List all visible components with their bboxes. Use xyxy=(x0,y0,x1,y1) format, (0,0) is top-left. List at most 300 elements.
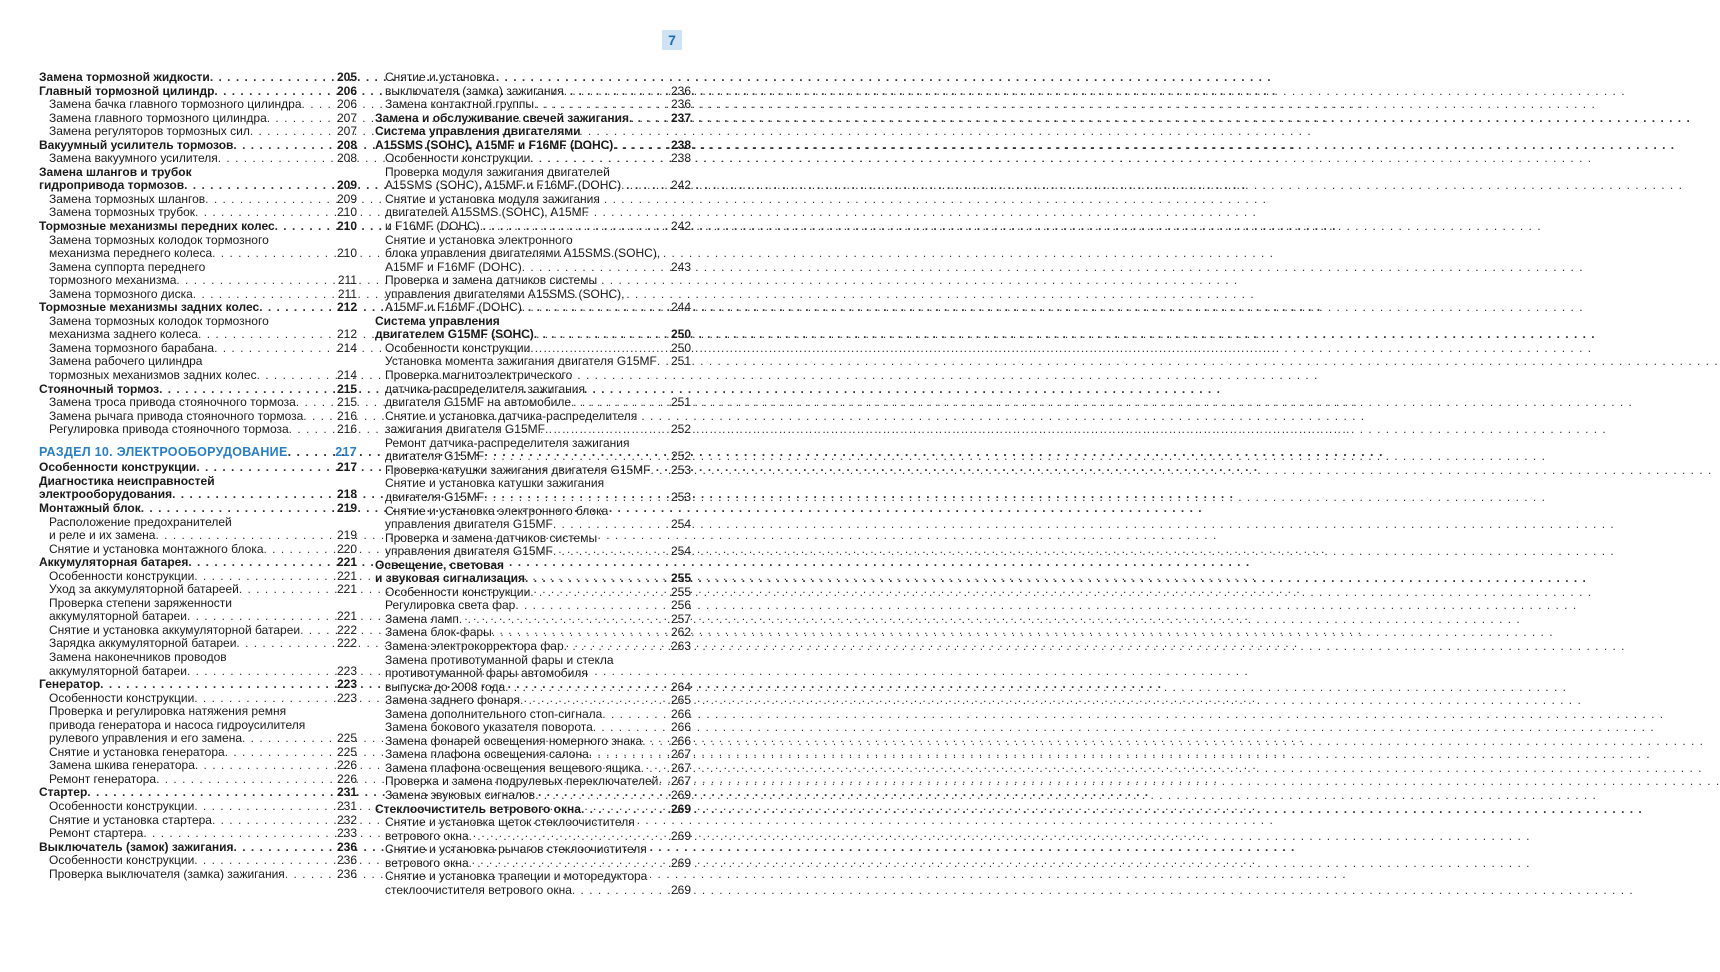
toc-entry-text: и звуковая сигнализация xyxy=(375,571,526,586)
toc-entry-text: A15MF и F16MF (DOHC) xyxy=(385,259,522,274)
toc-leader-dots xyxy=(194,854,336,868)
toc-page-number: 221 xyxy=(336,582,357,597)
toc-subentry xyxy=(39,355,357,382)
toc-page-number: 223 xyxy=(336,663,357,678)
toc-leader-dots xyxy=(530,152,670,166)
toc-entry-text: Замена электрокорректора фар xyxy=(385,638,564,653)
toc-page-number: 233 xyxy=(336,826,357,841)
toc-subentry xyxy=(39,868,357,882)
toc-chapter-entry xyxy=(39,383,357,397)
toc-entry-text: Проверка магнитоэлектрического xyxy=(385,368,573,383)
toc-page-number: 266 xyxy=(670,733,691,748)
toc-page-number: 208 xyxy=(336,137,357,152)
toc-leader-dots xyxy=(581,803,670,817)
toc-entry-text: Особенности конструкции xyxy=(49,798,195,813)
toc-entry-text: Замена блок-фары xyxy=(385,625,492,640)
toc-page-number: 238 xyxy=(670,137,691,152)
toc-entry-text: двигателей A15SMS (SOHC), A15MF xyxy=(385,205,589,220)
toc-page-number: 264 xyxy=(670,679,691,694)
toc-leader-dots xyxy=(553,545,670,559)
toc-subentry xyxy=(39,288,357,302)
toc-entry-text: Замена троса привода стояночного тормоза xyxy=(49,395,296,410)
toc-entry-text: Замена тормозных трубок xyxy=(49,205,196,220)
toc-leader-dots xyxy=(525,572,670,586)
toc-page-number: 210 xyxy=(336,205,357,220)
toc-page-number: 206 xyxy=(336,97,357,112)
toc-page-number: 250 xyxy=(670,327,691,342)
toc-page-number: 267 xyxy=(670,747,691,762)
toc-page-number: 262 xyxy=(670,625,691,640)
toc-subentry xyxy=(39,234,357,261)
toc-entry-text: Снятие и установка рычагов стеклоочистителя xyxy=(385,842,647,857)
toc-leader-dots xyxy=(100,678,336,692)
toc-leader-dots xyxy=(303,410,336,424)
toc-entry-text: Проверка степени заряженности xyxy=(49,595,232,610)
toc-entry-text: Проверка и замена датчиков системы xyxy=(385,530,598,545)
toc-leader-dots xyxy=(484,450,670,464)
toc-entry-text: ветрового окна xyxy=(385,855,469,870)
toc-leader-dots xyxy=(296,396,336,410)
toc-entry-text: Зарядка аккумуляторной батареи xyxy=(49,636,237,651)
toc-leader-dots xyxy=(572,884,670,898)
toc-entry-text: Снятие и установка аккумуляторной батареи xyxy=(49,622,301,637)
toc-entry-text: управления двигателя G15MF xyxy=(385,544,553,559)
toc-entry-text: Монтажный блок xyxy=(39,500,141,515)
toc-page-number: 269 xyxy=(670,855,691,870)
toc-entry-text: выпуска до 2008 года xyxy=(385,679,506,694)
toc-entry-text: Замена плафона освещения вещевого ящика xyxy=(385,760,641,775)
toc-entry-text: Замена бокового указателя поворота xyxy=(385,720,593,735)
toc-chapter-entry xyxy=(375,125,691,152)
toc-entry-text: Аккумуляторная батарея xyxy=(39,555,189,570)
toc-entry-text: Проверка и регулировка натяжения ремня xyxy=(49,704,287,719)
toc-leader-dots xyxy=(234,841,336,855)
toc-page-number: 255 xyxy=(670,584,691,599)
toc-entry-text: Стеклоочиститель ветрового окна xyxy=(375,801,581,816)
toc-subentry xyxy=(375,410,691,437)
toc-leader-dots xyxy=(155,529,335,543)
toc-page-number: 222 xyxy=(336,636,357,651)
toc-leader-dots xyxy=(188,556,336,570)
toc-entry-text: управления двигателями A15SMS (SOHC), xyxy=(385,286,625,301)
toc-chapter-entry xyxy=(39,461,357,475)
toc-leader-dots xyxy=(621,179,670,193)
toc-entry-text: управления двигателя G15MF xyxy=(385,517,553,532)
toc-leader-dots xyxy=(250,125,336,139)
toc-entry-text: зажигания двигателя G15MF xyxy=(385,422,545,437)
toc-entry-text: Замена шлангов и трубок xyxy=(39,164,192,179)
toc-leader-dots xyxy=(196,461,336,475)
toc-subentry xyxy=(39,125,357,139)
toc-chapter-entry xyxy=(39,220,357,234)
toc-entry-text: Освещение, световая xyxy=(375,557,505,572)
toc-entry-text: и F16MF (DOHC) xyxy=(385,219,480,234)
toc-subentry xyxy=(375,505,691,532)
toc-subentry xyxy=(39,152,357,166)
toc-page-number: 223 xyxy=(336,690,357,705)
toc-subentry xyxy=(39,206,357,220)
toc-chapter-entry xyxy=(39,841,357,855)
toc-subentry xyxy=(39,746,357,760)
toc-entry-text: Замена шкива генератора xyxy=(49,758,195,773)
toc-entry-text: Особенности конструкции xyxy=(49,568,195,583)
toc-entry-text: ветрового окна xyxy=(385,828,469,843)
toc-entry-text: Расположение предохранителей xyxy=(49,514,232,529)
toc-entry-text: тормозных механизмов задних колес xyxy=(49,368,257,383)
toc-leader-dots xyxy=(239,583,336,597)
toc-leader-dots xyxy=(505,681,670,695)
toc-subentry xyxy=(375,166,691,193)
toc-leader-dots xyxy=(195,759,336,773)
toc-page-number: 269 xyxy=(670,787,691,802)
toc-leader-dots xyxy=(530,586,670,600)
toc-entry-text: двигателем G15MF (SOHC) xyxy=(375,327,534,342)
toc-subentry xyxy=(39,98,357,112)
toc-page-number: 250 xyxy=(670,340,691,355)
toc-subentry xyxy=(375,694,691,708)
toc-subentry xyxy=(39,651,357,678)
toc-page-number: 253 xyxy=(670,462,691,477)
toc-entry-text: A15SMS (SOHC), A15MF и F16MF (DOHC) xyxy=(385,178,622,193)
toc-entry-text: Система управления xyxy=(375,313,500,328)
toc-entry-text: Снятие и установка монтажного блока xyxy=(49,541,264,556)
toc-chapter-entry xyxy=(375,112,691,126)
toc-entry-text: блока управления двигателями A15SMS (SOHC), xyxy=(385,246,661,261)
toc-entry-text: механизма переднего колеса xyxy=(49,246,213,261)
toc-page-number: 255 xyxy=(670,571,691,586)
toc-entry-text: Замена рабочего цилиндра xyxy=(49,354,203,369)
toc-page-number: 263 xyxy=(670,638,691,653)
toc-leader-dots xyxy=(300,624,336,638)
toc-entry-text: Замена тормозной жидкости xyxy=(39,70,210,84)
toc-subentry xyxy=(375,735,691,749)
toc-entry-text: привода генератора и насоса гидроусилителя xyxy=(49,717,306,732)
toc-page-number: 205 xyxy=(336,70,357,84)
toc-entry-text: Замена главного тормозного цилиндра xyxy=(49,110,267,125)
toc-leader-dots xyxy=(187,665,336,679)
toc-entry-text: Стояночный тормоз xyxy=(39,381,160,396)
toc-entry-text: Снятие и установка xyxy=(385,70,495,84)
toc-page-number: 257 xyxy=(670,611,691,626)
toc-subentry xyxy=(39,692,357,706)
toc-chapter-entry xyxy=(39,139,357,153)
toc-entry-text: Особенности конструкции xyxy=(385,340,531,355)
toc-page-number: 243 xyxy=(670,259,691,274)
toc-leader-dots xyxy=(195,206,336,220)
toc-leader-dots xyxy=(484,491,670,505)
page-number: 7 xyxy=(662,30,682,50)
toc-right-column xyxy=(375,71,691,897)
toc-subentry xyxy=(39,773,357,787)
toc-page-number: 217 xyxy=(335,444,357,459)
toc-subentry xyxy=(39,570,357,584)
toc-subentry xyxy=(39,705,357,746)
toc-entry-text: и реле и их замена xyxy=(49,528,156,543)
toc-leader-dots xyxy=(242,732,336,746)
toc-page-number: 212 xyxy=(336,300,357,315)
toc-page-number: 231 xyxy=(336,785,357,800)
toc-page-number: 236 xyxy=(336,866,357,881)
toc-subentry xyxy=(39,597,357,624)
toc-chapter-entry xyxy=(39,678,357,692)
toc-chapter-entry xyxy=(39,556,357,570)
toc-page-number: 236 xyxy=(670,97,691,112)
toc-page-number: 267 xyxy=(670,760,691,775)
toc-chapter-entry xyxy=(375,803,691,817)
toc-page-number: 237 xyxy=(670,110,691,125)
toc-leader-dots xyxy=(187,610,336,624)
toc-chapter-entry xyxy=(375,559,691,586)
toc-subentry xyxy=(39,112,357,126)
toc-leader-dots xyxy=(515,599,670,613)
toc-page-number: 238 xyxy=(670,151,691,166)
toc-entry-text: Замена тормозного барабана xyxy=(49,340,215,355)
toc-subentry xyxy=(39,342,357,356)
toc-entry-text: электрооборудования xyxy=(39,487,173,502)
toc-chapter-entry xyxy=(39,71,357,85)
toc-leader-dots xyxy=(275,220,336,234)
toc-page-number: 217 xyxy=(336,460,357,475)
toc-page-number: 206 xyxy=(336,83,357,98)
toc-subentry xyxy=(375,71,691,98)
toc-entry-text: Снятие и установка датчика-распределителя xyxy=(385,408,638,423)
toc-subentry xyxy=(375,342,691,356)
toc-page-number: 209 xyxy=(336,178,357,193)
toc-entry-text: Замена рычага привода стояночного тормоза xyxy=(49,408,304,423)
toc-leader-dots xyxy=(176,274,336,288)
toc-entry-text: механизма заднего колеса xyxy=(49,327,199,342)
toc-leader-dots xyxy=(564,640,670,654)
toc-subentry xyxy=(39,583,357,597)
toc-entry-text: Особенности конструкции xyxy=(49,853,195,868)
toc-page-number: 219 xyxy=(336,500,357,515)
toc-leader-dots xyxy=(657,355,670,369)
toc-chapter-entry xyxy=(39,85,357,99)
toc-page-number: 225 xyxy=(336,731,357,746)
toc-entry-text: Замена дополнительного стоп-сигнала xyxy=(385,706,603,721)
toc-leader-dots xyxy=(233,139,336,153)
toc-page-number: 269 xyxy=(670,801,691,816)
toc-entry-text: Установка момента зажигания двигателя G15MF xyxy=(385,354,657,369)
toc-leader-dots xyxy=(193,288,337,302)
toc-page-number: 207 xyxy=(336,110,357,125)
toc-subentry xyxy=(375,843,691,870)
toc-entry-text: Снятие и установка щеток стеклоочистителя xyxy=(385,815,635,830)
toc-entry-text: Особенности конструкции xyxy=(39,460,197,475)
toc-page-number: 219 xyxy=(336,528,357,543)
toc-page-number: 267 xyxy=(670,774,691,789)
toc-entry-text: двигателя G15MF xyxy=(385,449,485,464)
toc-entry-text: Замена фонарей освещения номерного знака xyxy=(385,733,643,748)
toc-page-number: 214 xyxy=(336,340,357,355)
toc-leader-dots xyxy=(534,328,670,342)
toc-page-number: 222 xyxy=(336,622,357,637)
toc-entry-text: Замена противотуманной фары и стекла xyxy=(385,652,614,667)
toc-leader-dots xyxy=(641,762,670,776)
toc-subentry xyxy=(39,315,357,342)
toc-leader-dots xyxy=(288,446,335,460)
toc-page-number: 244 xyxy=(670,300,691,315)
toc-leader-dots xyxy=(141,502,336,516)
toc-leader-dots xyxy=(218,152,336,166)
toc-leader-dots xyxy=(225,746,336,760)
toc-leader-dots xyxy=(593,721,670,735)
toc-chapter-entry xyxy=(39,301,357,315)
toc-subentry xyxy=(375,613,691,627)
toc-leader-dots xyxy=(571,396,670,410)
toc-leader-dots xyxy=(289,423,336,437)
toc-subentry xyxy=(375,748,691,762)
toc-chapter-entry xyxy=(39,166,357,193)
toc-entry-text: Регулировка света фар xyxy=(385,598,516,613)
toc-page-number: 236 xyxy=(336,839,357,854)
toc-entry-text: Снятие и установка модуля зажигания xyxy=(385,191,600,206)
toc-subentry xyxy=(375,721,691,735)
toc-entry-text: Тормозные механизмы задних колес xyxy=(39,300,260,315)
toc-entry-text: двигателя G15MF на автомобиле xyxy=(385,395,572,410)
toc-leader-dots xyxy=(613,139,670,153)
toc-subentry xyxy=(39,759,357,773)
toc-page-number: 210 xyxy=(336,246,357,261)
toc-entry-text: Замена контактной группы xyxy=(385,97,534,112)
toc-subentry xyxy=(375,870,691,897)
toc-leader-dots xyxy=(589,748,670,762)
toc-leader-dots xyxy=(629,112,670,126)
toc-page-number: 254 xyxy=(670,544,691,559)
toc-entry-text: аккумуляторной батареи xyxy=(49,663,187,678)
toc-entry-text: Замена звуковых сигналов xyxy=(385,787,536,802)
toc-entry-text: Главный тормозной цилиндр xyxy=(39,83,215,98)
toc-entry-text: Замена тормозных колодок тормозного xyxy=(49,313,269,328)
toc-entry-text: Замена суппорта переднего xyxy=(49,259,206,274)
toc-entry-text: противотуманной фары автомобиля xyxy=(385,666,588,681)
toc-entry-text: стеклоочистителя ветрового окна xyxy=(385,882,572,897)
toc-page-number: 265 xyxy=(670,693,691,708)
toc-leader-dots xyxy=(205,193,336,207)
toc-page-number: 254 xyxy=(670,517,691,532)
toc-entry-text: Замена регуляторов тормозных сил xyxy=(49,124,250,139)
toc-subentry xyxy=(375,775,691,789)
toc-page-number: 236 xyxy=(670,83,691,98)
toc-entry-text: аккумуляторной батареи xyxy=(49,609,187,624)
toc-page-number: 211 xyxy=(337,273,357,288)
toc-leader-dots xyxy=(156,773,336,787)
toc-leader-dots xyxy=(194,570,336,584)
toc-entry-text: Замена тормозных шлангов xyxy=(49,191,206,206)
toc-leader-dots xyxy=(469,830,670,844)
toc-page-number: 232 xyxy=(336,812,357,827)
toc-leader-dots xyxy=(236,637,336,651)
toc-leader-dots xyxy=(520,694,670,708)
toc-chapter-entry xyxy=(39,502,357,516)
toc-subentry xyxy=(39,800,357,814)
toc-page-number: 225 xyxy=(336,744,357,759)
toc-page-number: 216 xyxy=(336,422,357,437)
toc-leader-dots xyxy=(459,613,670,627)
toc-page-number: 256 xyxy=(670,598,691,613)
toc-page-number: 221 xyxy=(336,555,357,570)
toc-page-number: 236 xyxy=(336,853,357,868)
toc-entry-text: Система управления двигателями xyxy=(375,124,581,139)
toc-subentry xyxy=(39,827,357,841)
toc-entry-text: Замена тормозного диска xyxy=(49,286,193,301)
toc-leader-dots xyxy=(184,179,336,193)
toc-subentry xyxy=(375,626,691,640)
toc-page-number: 231 xyxy=(336,798,357,813)
toc-leader-dots xyxy=(194,692,336,706)
toc-subentry xyxy=(375,532,691,559)
toc-entry-text: выключателя (замка) зажигания xyxy=(385,83,564,98)
toc-subentry xyxy=(39,624,357,638)
toc-entry-text: Тормозные механизмы передних колес xyxy=(39,219,275,234)
toc-subentry xyxy=(375,274,691,315)
toc-page-number: 207 xyxy=(336,124,357,139)
toc-page-number: 226 xyxy=(336,758,357,773)
toc-entry-text: Особенности конструкции xyxy=(385,584,531,599)
toc-subentry xyxy=(375,640,691,654)
toc-leader-dots xyxy=(535,789,670,803)
toc-entry-text: Замена вакуумного усилителя xyxy=(49,151,218,166)
toc-entry-text: Вакуумный усилитель тормозов xyxy=(39,137,234,152)
toc-subentry xyxy=(375,193,691,234)
toc-page-number: 218 xyxy=(336,487,357,502)
toc-leader-dots xyxy=(214,85,336,99)
toc-entry-text: Проверка и замена подрулевых переключателей xyxy=(385,774,659,789)
toc-leader-dots xyxy=(522,261,670,275)
toc-leader-dots xyxy=(212,814,336,828)
toc-leader-dots xyxy=(194,800,336,814)
toc-page-number: 208 xyxy=(336,151,357,166)
toc-page-number: 266 xyxy=(670,706,691,721)
toc-leader-dots xyxy=(159,383,336,397)
toc-subentry xyxy=(375,234,691,275)
toc-page-number: 266 xyxy=(670,720,691,735)
toc-leader-dots xyxy=(651,464,670,478)
toc-leader-dots xyxy=(198,328,336,342)
toc-page-number: 252 xyxy=(670,449,691,464)
toc-leader-dots xyxy=(264,543,336,557)
toc-entry-text: Особенности конструкции xyxy=(385,151,531,166)
toc-entry-text: Проверка катушки зажигания двигателя G15MF xyxy=(385,462,651,477)
toc-subentry xyxy=(39,193,357,207)
toc-subentry xyxy=(375,789,691,803)
toc-entry-text: Снятие и установка электронного xyxy=(385,232,573,247)
toc-leader-dots xyxy=(87,786,336,800)
toc-subentry xyxy=(375,586,691,600)
toc-leader-dots xyxy=(267,112,336,126)
toc-subentry xyxy=(39,814,357,828)
toc-leader-dots xyxy=(602,708,670,722)
toc-leader-dots xyxy=(522,301,670,315)
toc-subentry xyxy=(375,477,691,504)
toc-entry-text: Снятие и установка трапеции и моторедуктора xyxy=(385,869,648,884)
toc-page-number: 251 xyxy=(670,354,691,369)
toc-subentry xyxy=(375,355,691,369)
toc-subentry xyxy=(375,599,691,613)
toc-subentry xyxy=(375,152,691,166)
toc-leader-dots xyxy=(553,518,670,532)
toc-leader-dots xyxy=(469,857,670,871)
toc-entry-text: Снятие и установка катушки зажигания xyxy=(385,476,605,491)
toc-entry-text: Замена ламп xyxy=(385,611,459,626)
toc-entry-text: Особенности конструкции xyxy=(49,690,195,705)
toc-page-number: 220 xyxy=(336,541,357,556)
toc-entry-text: датчика-распределителя зажигания xyxy=(385,381,585,396)
toc-subentry xyxy=(39,543,357,557)
toc-subentry xyxy=(39,261,357,288)
toc-leader-dots xyxy=(302,98,336,112)
toc-leader-dots xyxy=(642,735,670,749)
